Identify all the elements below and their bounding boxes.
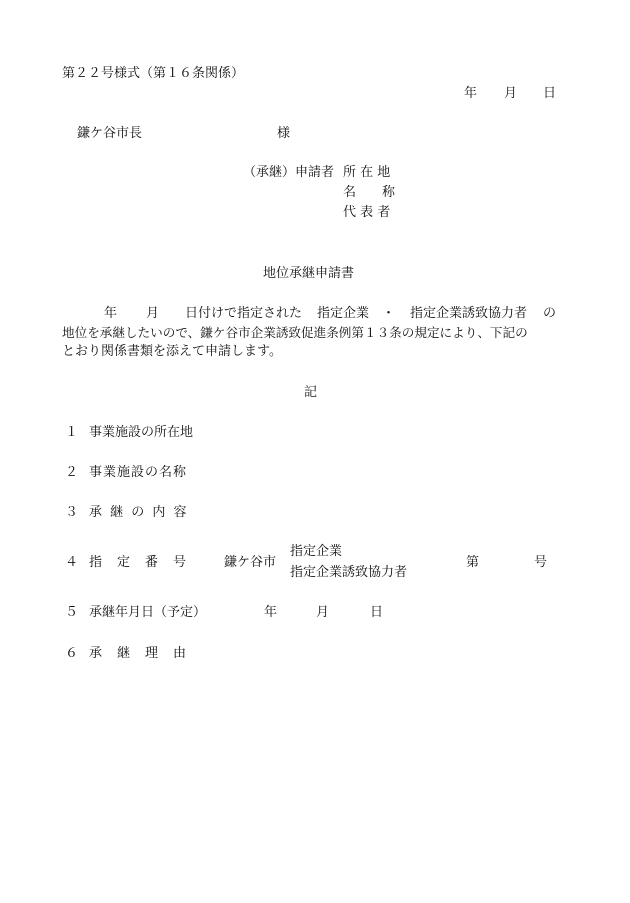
item-4-label: 指 定 番 号 [89, 555, 188, 570]
item-5-month: 月 [316, 605, 330, 620]
item-5-number: ５ [65, 605, 79, 620]
date-year: 年 [464, 86, 478, 101]
item-6-number: ６ [65, 646, 79, 661]
body-designated-text: 日付けで指定された [185, 306, 303, 321]
applicant-rep-label: 代 表 者 [343, 205, 391, 220]
body-cooperator: 指定企業誘致協力者 [410, 306, 528, 321]
item-5-year: 年 [264, 605, 278, 620]
applicant-prefix: （承継）申請者 [243, 165, 335, 180]
item-4-number: ４ [65, 555, 79, 570]
item-5-label: 承継年月日（予定） [89, 605, 207, 620]
item-4-option-cooperator: 指定企業誘致協力者 [290, 565, 408, 580]
date-day: 日 [543, 86, 557, 101]
applicant-address-label: 所 在 地 [343, 165, 391, 180]
item-3-label: 承 継 の 内 容 [89, 505, 189, 520]
date-month: 月 [504, 86, 518, 101]
document-title: 地位承継申請書 [263, 266, 355, 281]
item-4-city: 鎌ケ谷市 [224, 555, 277, 570]
addressee-honorific: 様 [277, 126, 291, 141]
body-company: 指定企業 [317, 306, 370, 321]
item-2-label: 事業施設の名称 [89, 465, 188, 480]
body-no: の [543, 306, 557, 321]
item-6-label: 承 継 理 由 [89, 646, 188, 661]
form-number: 第２２号様式（第１６条関係） [62, 66, 245, 81]
item-4-option-company: 指定企業 [290, 544, 343, 559]
item-2-number: ２ [65, 465, 79, 480]
body-line2: 地位を承継したいので、鎌ケ谷市企業誘致促進条例第１３条の規定により、下記の [62, 325, 528, 340]
item-3-number: ３ [65, 505, 79, 520]
item-4-go: 号 [534, 555, 548, 570]
item-1-label: 事業施設の所在地 [89, 425, 194, 440]
applicant-name-label: 名 称 [343, 185, 396, 200]
item-1-number: １ [65, 425, 79, 440]
body-line3: とおり関係書類を添えて申請します。 [62, 344, 282, 359]
body-dot: ・ [382, 306, 396, 321]
item-4-dai: 第 [466, 555, 480, 570]
body-year: 年 [104, 306, 118, 321]
body-month: 月 [146, 306, 160, 321]
item-5-day: 日 [370, 605, 384, 620]
addressee-name: 鎌ケ谷市長 [77, 126, 143, 141]
ki-heading: 記 [304, 385, 318, 400]
